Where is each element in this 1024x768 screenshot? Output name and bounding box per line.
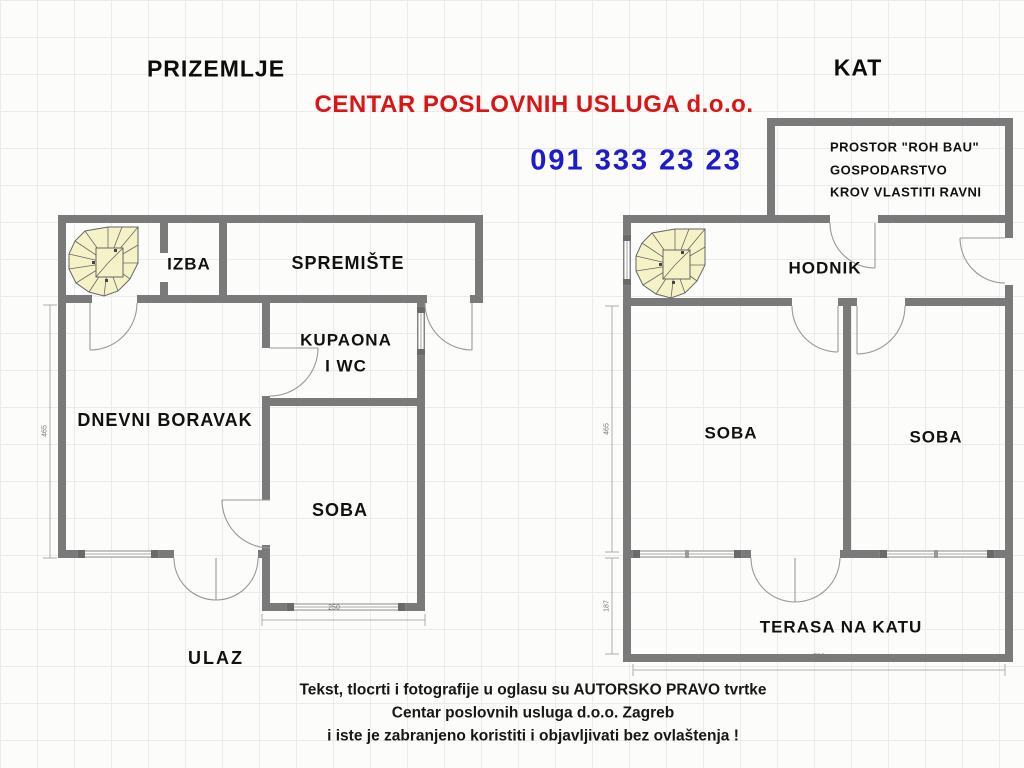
footer-copyright-line1: Tekst, tlocrti i fotografije u oglasu su AUTORSKO PRAVO tvrtke	[299, 681, 767, 699]
room-label-terasa: TERASA NA KATU	[759, 617, 923, 637]
dimension-ground-height: 465	[41, 425, 49, 437]
room-label-dnevni-boravak: DNEVNI BORAVAK	[77, 410, 253, 430]
room-label-hodnik: HODNIK	[788, 258, 862, 278]
dimension-upper-width: 700	[813, 653, 825, 661]
ground-floor-windows	[78, 307, 425, 611]
annex-text-line2: GOSPODARSTVO	[830, 162, 948, 178]
room-label-izba: IZBA	[167, 254, 211, 274]
footer-copyright-line2: Centar poslovnih usluga d.o.o. Zagreb	[391, 704, 675, 722]
company-name: CENTAR POSLOVNIH USLUGA d.o.o.	[314, 91, 754, 118]
room-label-soba-left: SOBA	[704, 423, 758, 443]
room-label-kupaona: KUPAONA	[300, 330, 392, 350]
annex-text-line3: KROV VLASTITI RAVNI	[830, 184, 982, 200]
dimension-upper-rooms-height: 465	[603, 423, 611, 435]
room-label-soba-right: SOBA	[909, 427, 963, 447]
room-label-kupaona-wc: I WC	[325, 356, 367, 376]
entrance-label-ulaz: ULAZ	[188, 648, 244, 668]
annex-text-line1: PROSTOR "ROH BAU"	[830, 139, 980, 155]
dimension-soba-window: 250	[328, 604, 340, 612]
footer-copyright-line3: i iste je zabranjeno koristiti i objavljivati bez ovlaštenja !	[327, 727, 739, 745]
upper-floor-spiral-stairs	[636, 229, 705, 298]
dimension-terrace-height: 187	[603, 600, 611, 612]
upper-floor-doors	[751, 223, 1005, 602]
company-phone: 091 333 23 23	[530, 144, 742, 177]
ground-floor-title: PRIZEMLJE	[146, 55, 286, 82]
room-label-spremiste: SPREMIŠTE	[291, 253, 405, 273]
room-label-soba-ground: SOBA	[311, 500, 369, 520]
upper-floor-title: KAT	[833, 54, 883, 81]
ground-floor-dimensions	[43, 305, 425, 626]
ground-floor-spiral-stairs	[69, 227, 138, 296]
upper-floor-walls	[623, 118, 1013, 662]
